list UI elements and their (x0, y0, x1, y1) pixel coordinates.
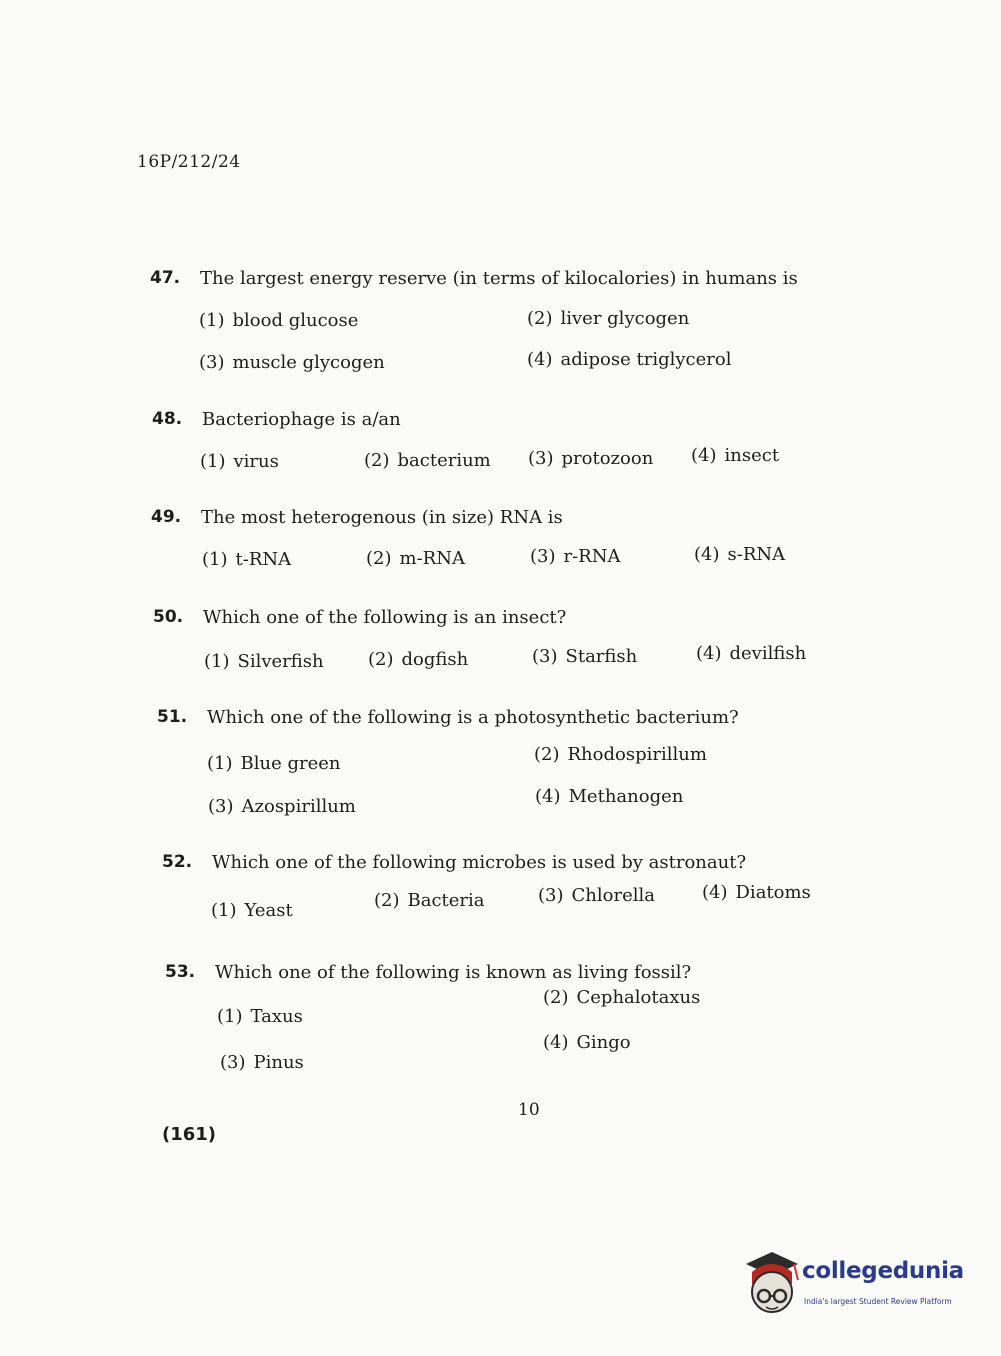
option-4 (691, 445, 779, 466)
question-number: 53. (165, 962, 196, 982)
option-1 (202, 549, 291, 570)
paper-marker: (161) (162, 1124, 217, 1145)
option-2 (527, 308, 689, 329)
question-number: 49. (151, 507, 182, 527)
option-text: blood glucose (232, 310, 359, 331)
option-number: (4) (691, 445, 717, 466)
option-3 (528, 448, 653, 469)
option-text: Yeast (244, 900, 293, 921)
option-3 (538, 885, 655, 906)
option-text: Azospirillum (241, 796, 356, 817)
option-1 (199, 310, 358, 331)
option-text: protozoon (561, 448, 654, 469)
option-number: (3) (208, 796, 234, 817)
option-text: Rhodospirillum (567, 744, 707, 765)
option-number: (2) (364, 450, 390, 471)
option-text: liver glycogen (560, 308, 690, 329)
option-text: insect (724, 445, 780, 466)
option-number: (1) (202, 549, 228, 570)
option-number: (1) (199, 310, 225, 331)
option-number: (4) (527, 349, 553, 370)
question-number: 51. (157, 707, 188, 727)
option-text: t-RNA (235, 549, 292, 570)
option-4 (702, 882, 811, 903)
option-4 (535, 786, 683, 807)
option-3 (208, 796, 356, 817)
option-text: virus (233, 451, 279, 472)
option-2 (374, 890, 485, 911)
brand-tagline: India's largest Student Review Platform (804, 1297, 952, 1306)
option-text: adipose triglycerol (560, 349, 732, 370)
option-text: Chlorella (571, 885, 655, 906)
option-3 (530, 546, 621, 567)
option-text: dogfish (401, 649, 469, 670)
option-1 (217, 1006, 303, 1027)
option-text: r-RNA (563, 546, 621, 567)
option-text: m-RNA (399, 548, 465, 569)
question-number: 47. (150, 268, 181, 288)
mascot-icon (742, 1250, 802, 1320)
option-number: (2) (534, 744, 560, 765)
question-number: 50. (153, 607, 184, 627)
option-number: (4) (702, 882, 728, 903)
option-text: Taxus (250, 1006, 303, 1027)
option-2 (543, 987, 700, 1008)
option-number: (1) (207, 753, 233, 774)
option-2 (366, 548, 465, 569)
option-number: (4) (696, 643, 722, 664)
option-1 (200, 451, 279, 472)
option-text: Gingo (576, 1032, 631, 1053)
option-text: bacterium (397, 450, 491, 471)
question-text: The largest energy reserve (in terms of kilocalories) in humans is (200, 268, 798, 289)
option-text: Pinus (253, 1052, 304, 1073)
option-text: s-RNA (727, 544, 786, 565)
option-number: (2) (543, 987, 569, 1008)
option-2 (364, 450, 491, 471)
option-text: devilfish (729, 643, 807, 664)
option-2 (534, 744, 707, 765)
option-text: Starfish (565, 646, 638, 667)
question-text: Which one of the following microbes is used by astronaut? (212, 852, 747, 873)
question-number: 52. (162, 852, 193, 872)
option-number: (1) (204, 651, 230, 672)
option-4 (696, 643, 806, 664)
question-text: The most heterogenous (in size) RNA is (201, 507, 563, 528)
option-number: (2) (366, 548, 392, 569)
option-1 (204, 651, 324, 672)
option-number: (2) (368, 649, 394, 670)
option-4 (543, 1032, 631, 1053)
option-number: (2) (374, 890, 400, 911)
brand-name: collegedunia (802, 1258, 964, 1284)
page-number: 10 (518, 1100, 540, 1120)
option-number: (3) (532, 646, 558, 667)
question-text: Which one of the following is known as living fossil? (215, 962, 692, 983)
question-text: Which one of the following is an insect? (203, 607, 567, 628)
option-text: Silverfish (237, 651, 324, 672)
paper-code: 16P/212/24 (137, 152, 241, 172)
option-number: (1) (211, 900, 237, 921)
option-number: (2) (527, 308, 553, 329)
option-number: (3) (199, 352, 225, 373)
option-number: (4) (694, 544, 720, 565)
option-text: muscle glycogen (232, 352, 385, 373)
option-3 (532, 646, 637, 667)
collegedunia-logo (742, 1250, 972, 1320)
option-number: (1) (217, 1006, 243, 1027)
option-number: (1) (200, 451, 226, 472)
option-4 (527, 349, 731, 370)
question-text: Bacteriophage is a/an (202, 409, 401, 430)
question-text: Which one of the following is a photosynthetic bacterium? (207, 707, 739, 728)
option-number: (3) (220, 1052, 246, 1073)
option-text: Methanogen (568, 786, 684, 807)
option-2 (368, 649, 468, 670)
option-4 (694, 544, 785, 565)
option-number: (3) (530, 546, 556, 567)
option-3 (199, 352, 385, 373)
option-3 (220, 1052, 304, 1073)
option-number: (4) (535, 786, 561, 807)
option-1 (207, 753, 340, 774)
option-number: (3) (528, 448, 554, 469)
option-text: Blue green (240, 753, 341, 774)
question-number: 48. (152, 409, 183, 429)
option-number: (4) (543, 1032, 569, 1053)
option-1 (211, 900, 293, 921)
option-text: Cephalotaxus (576, 987, 701, 1008)
option-text: Diatoms (735, 882, 811, 903)
option-text: Bacteria (407, 890, 485, 911)
option-number: (3) (538, 885, 564, 906)
